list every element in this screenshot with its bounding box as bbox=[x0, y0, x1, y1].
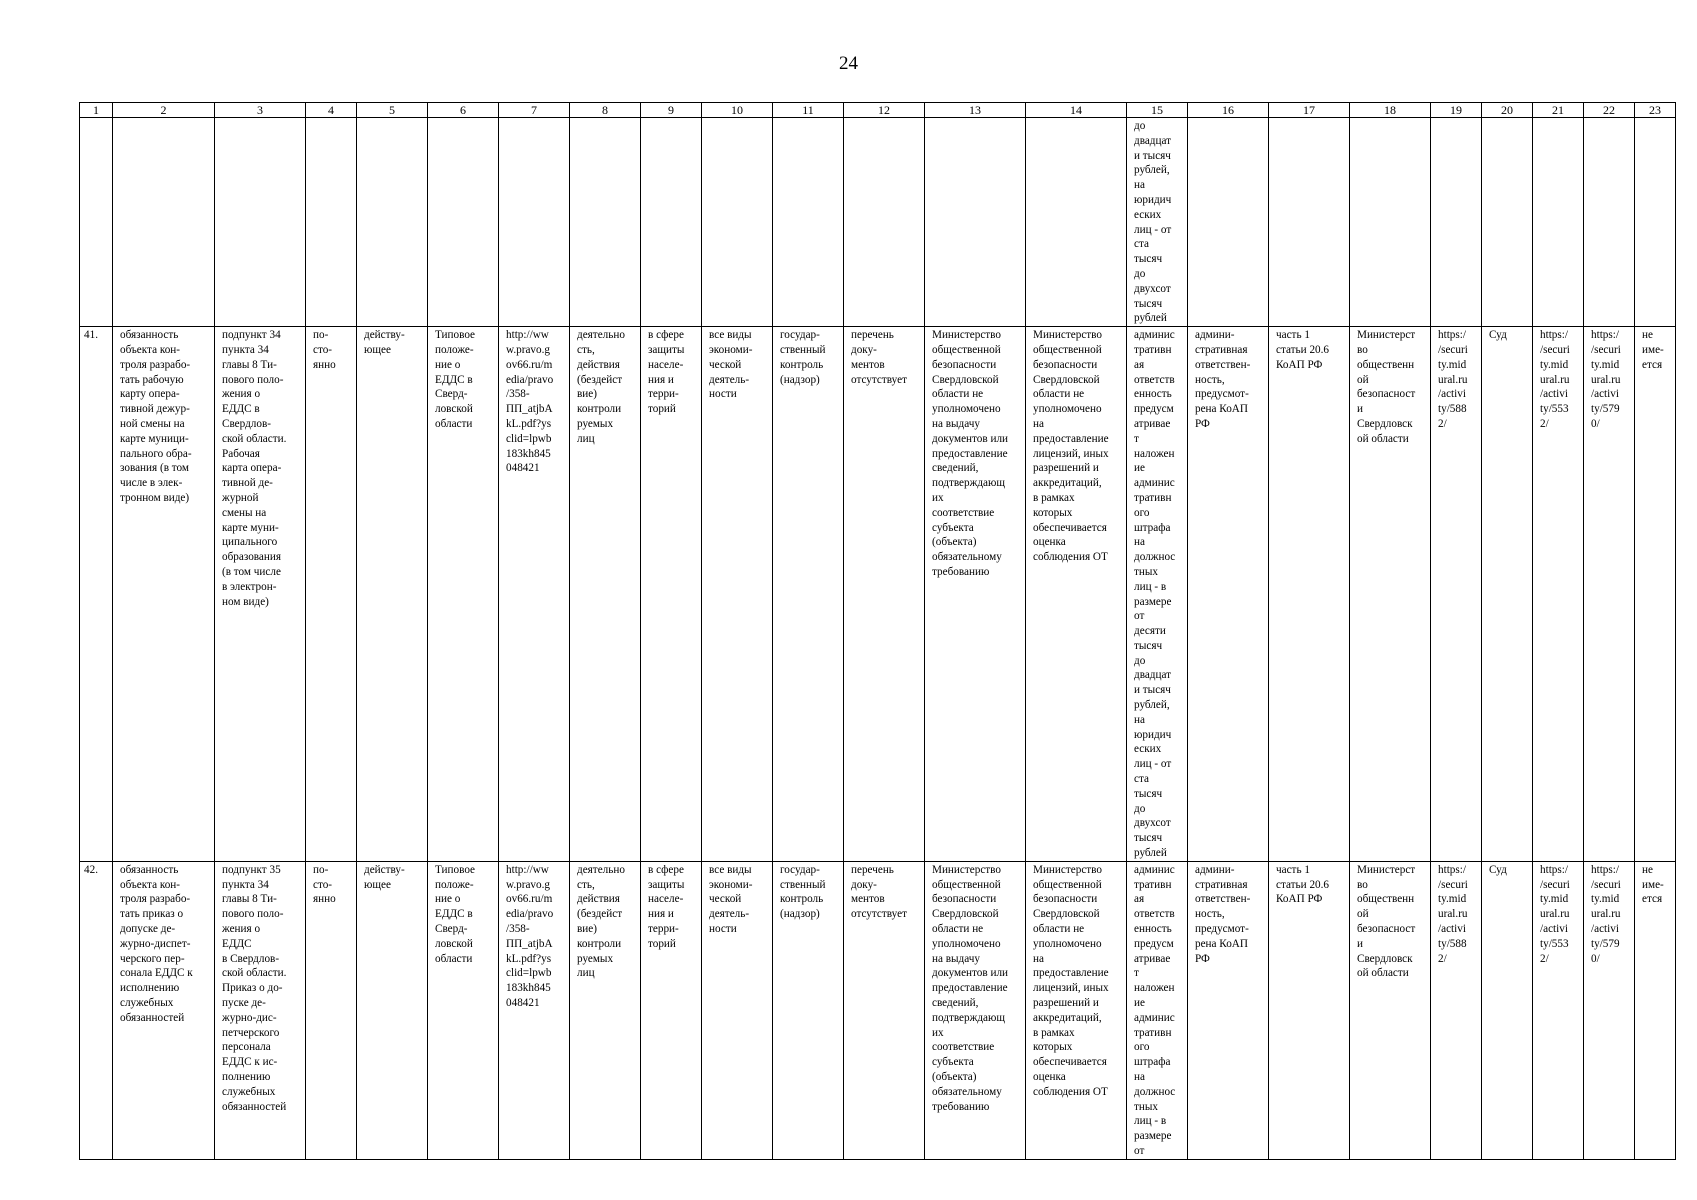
column-number: 8 bbox=[570, 103, 641, 118]
availability-cell: не име- ется bbox=[1635, 327, 1676, 862]
page-number: 24 bbox=[839, 53, 858, 74]
table-cell bbox=[1026, 118, 1127, 327]
control-body: Министерст во общественн ой безопасност и Свердловск ой области bbox=[1350, 861, 1431, 1159]
table-row-continuation bbox=[80, 118, 1676, 327]
requirement-text: обязанность объекта кон- троля разрабо- тать приказ о допуске де- журно-диспет- черского пер- сонала ЕДДС к исполнению служебных обязанностей bbox=[113, 861, 215, 1159]
documents-list: перечень доку- ментов отсутствует bbox=[844, 861, 925, 1159]
table-cell bbox=[80, 118, 113, 327]
requirements-table bbox=[79, 102, 1676, 1160]
documents-list: перечень доку- ментов отсутствует bbox=[844, 327, 925, 862]
liability-text: админис тративн ая ответств енность предусм атривае т наложен ие админис тративн ого штрафа на должнос тных лиц - в размере от десяти тысяч до двадцат и тысяч рублей, на юридич еских лиц - от ста тысяч до двухсот тысяч рублей bbox=[1127, 327, 1188, 862]
table-cell bbox=[773, 118, 844, 327]
documents-authority: Министерство общественной безопасности Свердловской области не уполномочено на выдачу документов или предоставление сведений, подтверждающ их соответствие субъекта (объекта) обязательному требованию bbox=[925, 861, 1026, 1159]
table-row bbox=[80, 861, 1676, 1159]
table-cell bbox=[113, 118, 215, 327]
column-number: 19 bbox=[1431, 103, 1482, 118]
control-object: деятельно сть, действия (бездейст вие) контроли руемых лиц bbox=[570, 861, 641, 1159]
link-cell: https:/ /securi ty.mid ural.ru /activi ty/553 2/ bbox=[1533, 861, 1584, 1159]
control-object: деятельно сть, действия (бездейст вие) контроли руемых лиц bbox=[570, 327, 641, 862]
table-cell bbox=[1635, 118, 1676, 327]
status: действу- ющее bbox=[357, 861, 428, 1159]
column-number: 5 bbox=[357, 103, 428, 118]
column-number: 23 bbox=[1635, 103, 1676, 118]
control-body: Министерст во общественн ой безопасност и Свердловск ой области bbox=[1350, 327, 1431, 862]
koap-article: часть 1 статьи 20.6 КоАП РФ bbox=[1269, 861, 1350, 1159]
table-cell bbox=[641, 118, 702, 327]
table-cell bbox=[1533, 118, 1584, 327]
column-number: 21 bbox=[1533, 103, 1584, 118]
table-cell bbox=[702, 118, 773, 327]
column-number: 20 bbox=[1482, 103, 1533, 118]
column-number: 17 bbox=[1269, 103, 1350, 118]
column-number: 3 bbox=[215, 103, 306, 118]
koap-article: часть 1 статьи 20.6 КоАП РФ bbox=[1269, 327, 1350, 862]
table-cell bbox=[1188, 118, 1269, 327]
column-number: 11 bbox=[773, 103, 844, 118]
link-cell: https:/ /securi ty.mid ural.ru /activi ty/579 0/ bbox=[1584, 861, 1635, 1159]
table-cell bbox=[1482, 118, 1533, 327]
act-name: Типовое положе- ние о ЕДДС в Сверд- ловской области bbox=[428, 327, 499, 862]
status: действу- ющее bbox=[357, 327, 428, 862]
column-number: 1 bbox=[80, 103, 113, 118]
link-cell: https:/ /securi ty.mid ural.ru /activi ty/553 2/ bbox=[1533, 327, 1584, 862]
table-cell bbox=[570, 118, 641, 327]
requirement-text: обязанность объекта кон- троля разрабо- тать рабочую карту опера- тивной дежур- ной смены на карте муници- пального обра- зования (в том числе в элек- тронном виде) bbox=[113, 327, 215, 862]
control-form: государ- ственный контроль (надзор) bbox=[773, 327, 844, 862]
periodicity: по- сто- янно bbox=[306, 861, 357, 1159]
control-form: государ- ственный контроль (надзор) bbox=[773, 861, 844, 1159]
licensing-authority: Министерство общественной безопасности Свердловской области не уполномочено на предоставление лицензий, иных разрешений и аккредитаций, в рамках которых обеспечивается оценка соблюдения ОТ bbox=[1026, 327, 1127, 862]
documents-authority: Министерство общественной безопасности Свердловской области не уполномочено на выдачу документов или предоставление сведений, подтверждающ их соответствие субъекта (объекта) обязательному требованию bbox=[925, 327, 1026, 862]
table-cell bbox=[357, 118, 428, 327]
table-cell bbox=[925, 118, 1026, 327]
column-number: 12 bbox=[844, 103, 925, 118]
act-link: http://ww w.pravo.g ov66.ru/m edia/pravo /358- ПП_atjbA kL.pdf?ys clid=lpwb 183kh845 048421 bbox=[499, 861, 570, 1159]
table-row bbox=[80, 327, 1676, 862]
table-cell bbox=[844, 118, 925, 327]
column-number: 16 bbox=[1188, 103, 1269, 118]
column-number: 6 bbox=[428, 103, 499, 118]
column-number: 18 bbox=[1350, 103, 1431, 118]
column-number: 4 bbox=[306, 103, 357, 118]
column-number: 14 bbox=[1026, 103, 1127, 118]
legal-reference: подпункт 34 пункта 34 главы 8 Ти- пового поло- жения о ЕДДС в Свердлов- ской области. Рабочая карта опера- тивной де- журной смены на карте муни- ципального образования (в том числе в электрон- ном виде) bbox=[215, 327, 306, 862]
activity-types: все виды экономи- ческой деятель- ности bbox=[702, 327, 773, 862]
liability-text: до двадцат и тысяч рублей, на юридич еских лиц - от ста тысяч до двухсот тысяч рублей bbox=[1134, 120, 1172, 325]
column-number: 7 bbox=[499, 103, 570, 118]
court-cell: Суд bbox=[1482, 327, 1533, 862]
liability-text: админис тративн ая ответств енность предусм атривае т наложен ие админис тративн ого штрафа на должнос тных лиц - в размере от bbox=[1127, 861, 1188, 1159]
availability-cell: не име- ется bbox=[1635, 861, 1676, 1159]
column-number: 2 bbox=[113, 103, 215, 118]
column-number: 22 bbox=[1584, 103, 1635, 118]
row-number: 41. bbox=[80, 327, 113, 862]
column-number-row bbox=[80, 103, 1676, 118]
table-cell bbox=[1127, 118, 1188, 327]
link-cell: https:/ /securi ty.mid ural.ru /activi ty/588 2/ bbox=[1431, 327, 1482, 862]
act-link: http://ww w.pravo.g ov66.ru/m edia/pravo /358- ПП_atjbA kL.pdf?ys clid=lpwb 183kh845 048421 bbox=[499, 327, 570, 862]
periodicity: по- сто- янно bbox=[306, 327, 357, 862]
link-cell: https:/ /securi ty.mid ural.ru /activi ty/579 0/ bbox=[1584, 327, 1635, 862]
table-cell bbox=[1431, 118, 1482, 327]
liability-type: админи- стративная ответствен- ность, предусмот- рена КоАП РФ bbox=[1188, 327, 1269, 862]
licensing-authority: Министерство общественной безопасности Свердловской области не уполномочено на предоставление лицензий, иных разрешений и аккредитаций, в рамках которых обеспечивается оценка соблюдения ОТ bbox=[1026, 861, 1127, 1159]
table-cell bbox=[215, 118, 306, 327]
table-cell bbox=[306, 118, 357, 327]
table-cell bbox=[499, 118, 570, 327]
row-number: 42. bbox=[80, 861, 113, 1159]
legal-reference: подпункт 35 пункта 34 главы 8 Ти- пового поло- жения о ЕДДС в Свердлов- ской области. Приказ о до- пуске де- журно-дис- петчерского персонала ЕДДС к ис- полнению служебных обязанностей bbox=[215, 861, 306, 1159]
column-number: 9 bbox=[641, 103, 702, 118]
column-number: 10 bbox=[702, 103, 773, 118]
table-cell bbox=[1350, 118, 1431, 327]
column-number: 13 bbox=[925, 103, 1026, 118]
activity-types: все виды экономи- ческой деятель- ности bbox=[702, 861, 773, 1159]
court-cell: Суд bbox=[1482, 861, 1533, 1159]
column-number: 15 bbox=[1127, 103, 1188, 118]
sphere: в сфере защиты населе- ния и терри- торий bbox=[641, 327, 702, 862]
sphere: в сфере защиты населе- ния и терри- торий bbox=[641, 861, 702, 1159]
link-cell: https:/ /securi ty.mid ural.ru /activi ty/588 2/ bbox=[1431, 861, 1482, 1159]
table-cell bbox=[428, 118, 499, 327]
liability-type: админи- стративная ответствен- ность, предусмот- рена КоАП РФ bbox=[1188, 861, 1269, 1159]
table-cell bbox=[1584, 118, 1635, 327]
table-cell bbox=[1269, 118, 1350, 327]
act-name: Типовое положе- ние о ЕДДС в Сверд- ловской области bbox=[428, 861, 499, 1159]
